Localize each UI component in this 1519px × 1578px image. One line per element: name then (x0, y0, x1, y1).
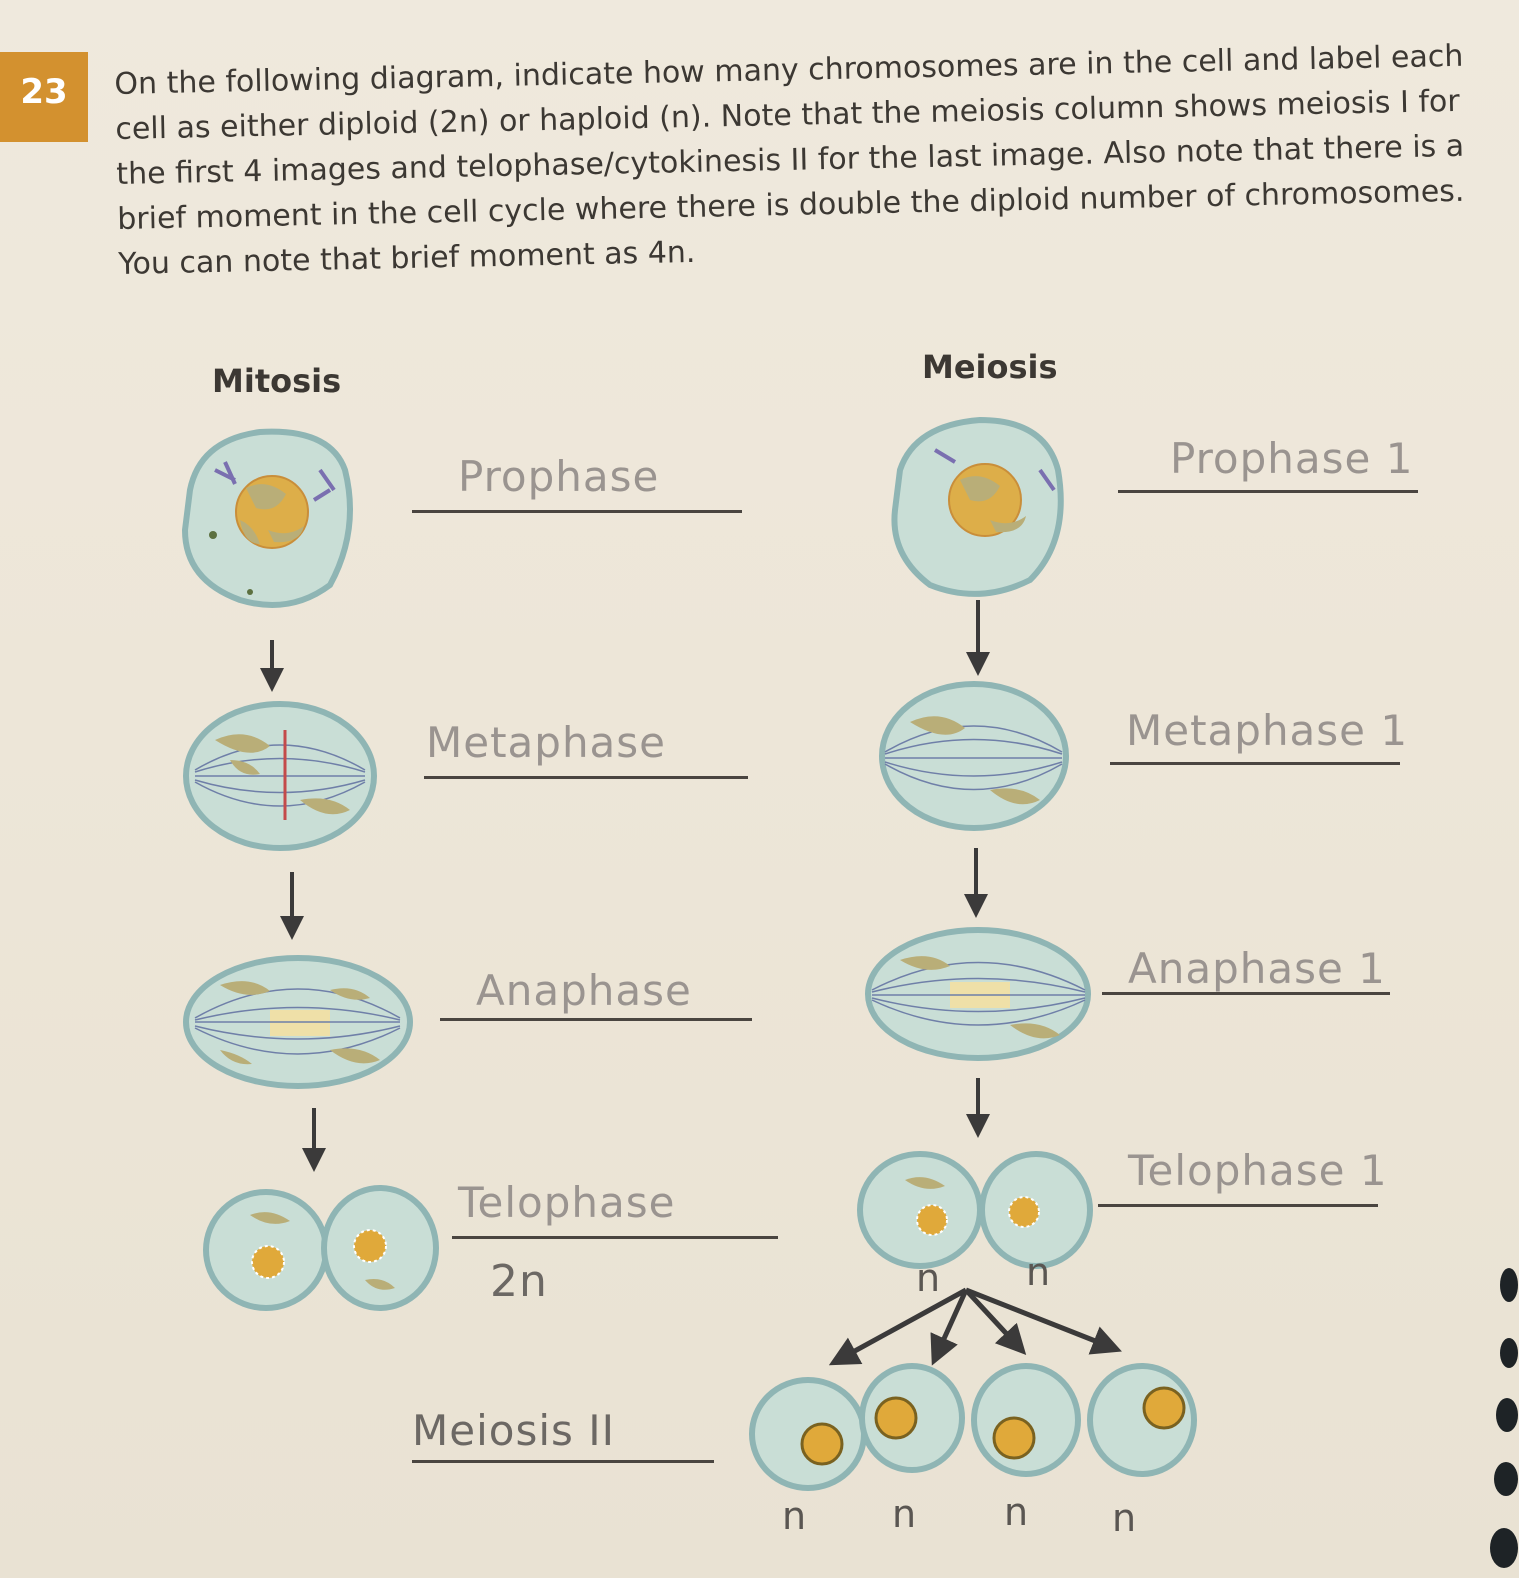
meiosis-prophase-cell (894, 420, 1060, 594)
meiosis-column-heading: Meiosis (922, 348, 1058, 386)
mitosis-metaphase-cell (186, 704, 374, 848)
meiosis2-cell-ploidy[interactable]: n (892, 1492, 917, 1536)
meiosis-anaphase-answer[interactable]: Anaphase 1 (1128, 944, 1386, 993)
question-number-badge: 23 (0, 52, 88, 142)
answer-line (412, 510, 742, 513)
answer-line (1110, 762, 1400, 765)
meiosis2-cell-ploidy[interactable]: n (782, 1494, 807, 1538)
meiosis2-cell-ploidy[interactable]: n (1112, 1496, 1137, 1540)
mitosis-column-heading: Mitosis (212, 362, 342, 400)
mitosis-telophase-ploidy[interactable]: 2n (490, 1256, 548, 1307)
meiosis-anaphase-cell (868, 930, 1088, 1058)
meiosis2-answer[interactable]: Meiosis II (412, 1406, 615, 1455)
meiosis2-cells (752, 1366, 1194, 1488)
answer-line (412, 1460, 714, 1463)
telophase1-cell-ploidy[interactable]: n (916, 1256, 941, 1300)
answer-line (1098, 1204, 1378, 1207)
binder-hole (1500, 1338, 1518, 1368)
answer-line (424, 776, 748, 779)
meiosis-metaphase-answer[interactable]: Metaphase 1 (1126, 706, 1409, 755)
answer-line (440, 1018, 752, 1021)
mitosis-anaphase-answer[interactable]: Anaphase (476, 966, 692, 1015)
binder-hole (1496, 1398, 1518, 1432)
mitosis-telophase-cells (206, 1188, 436, 1308)
branch-arrow-icon (842, 1290, 1108, 1358)
mitosis-anaphase-cell (186, 958, 410, 1086)
mitosis-metaphase-answer[interactable]: Metaphase (426, 718, 667, 767)
meiosis-metaphase-cell (882, 684, 1066, 828)
question-text: On the following diagram, indicate how many chromosomes are in the cell and label each cell as either diploid (2n) or haploid (n). Note that the meiosis column shows meiosis I for the first 4 images and telophase/cytokinesis II for the last image. Also note that there is a brief moment in the cell cycle where there is double the diploid number of chromosomes. You can note that brief moment as 4n. (114, 38, 1465, 282)
mitosis-prophase-cell (185, 432, 350, 605)
mitosis-prophase-answer[interactable]: Prophase (458, 452, 660, 501)
meiosis-prophase-answer[interactable]: Prophase 1 (1170, 434, 1414, 483)
telophase1-cell-ploidy[interactable]: n (1026, 1250, 1051, 1294)
answer-line (1118, 490, 1418, 493)
binder-hole (1500, 1268, 1518, 1302)
answer-line (452, 1236, 778, 1239)
mitosis-telophase-answer[interactable]: Telophase (458, 1178, 676, 1227)
binder-hole (1494, 1462, 1518, 1496)
binder-hole (1490, 1528, 1518, 1568)
meiosis-telophase1-cells (860, 1154, 1090, 1266)
meiosis-telophase-answer[interactable]: Telophase 1 (1128, 1146, 1388, 1195)
meiosis2-cell-ploidy[interactable]: n (1004, 1490, 1029, 1534)
